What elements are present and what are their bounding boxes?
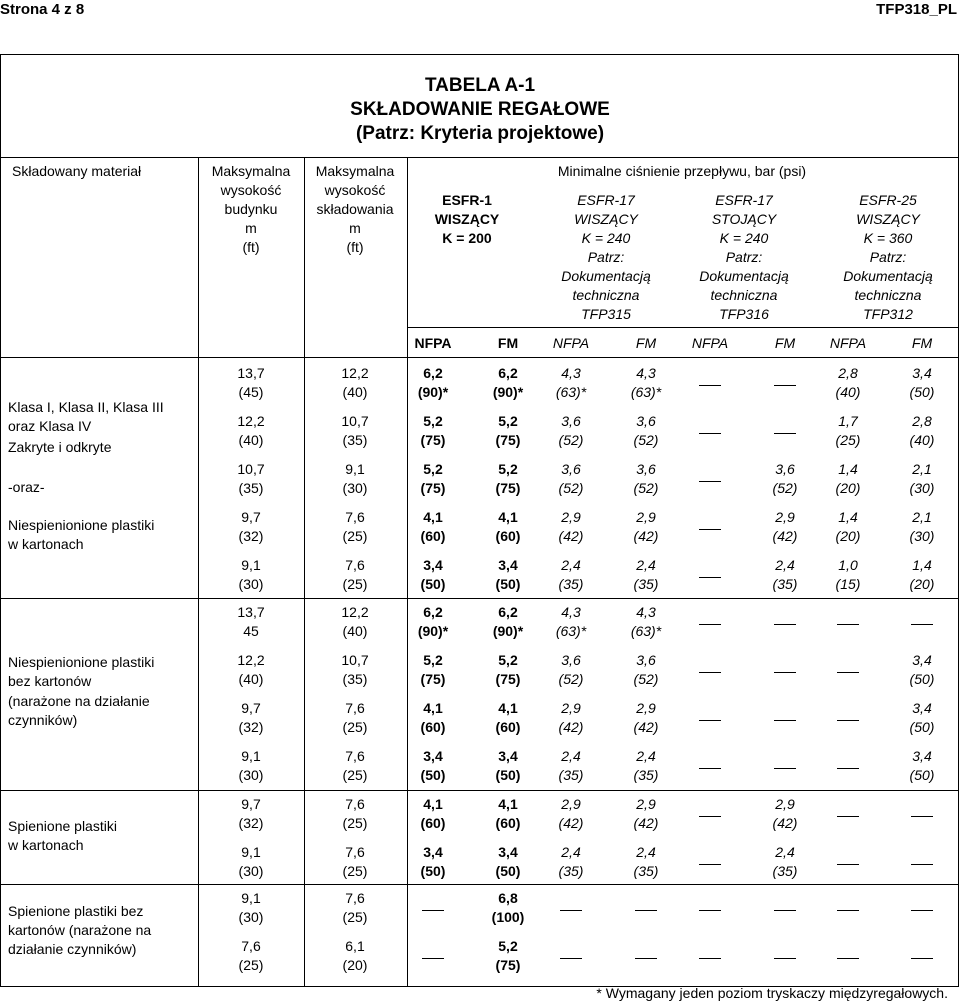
value-cell: (20): [342, 957, 368, 973]
value-cell: 7,6: [345, 844, 365, 860]
empty-value-dash: [699, 385, 721, 386]
sprinkler-header: ESFR-17: [577, 192, 635, 208]
value-cell: 12,2: [341, 604, 369, 620]
value-cell: (30): [238, 863, 264, 879]
value-cell: 2,4: [561, 844, 581, 860]
sub-header-fm: FM: [497, 335, 519, 351]
value-cell: (60): [495, 815, 521, 831]
building-height-header: Maksymalna: [211, 163, 291, 179]
empty-value-dash: [911, 958, 933, 959]
value-cell: 2,9: [775, 509, 795, 525]
value-cell: 2,9: [636, 700, 656, 716]
value-cell: 2,9: [636, 796, 656, 812]
value-cell: (42): [558, 528, 584, 544]
value-cell: 3,6: [561, 652, 581, 668]
sprinkler-header: TFP315: [581, 306, 631, 322]
empty-value-dash: [774, 433, 796, 434]
sprinkler-header: techniczna: [854, 287, 922, 303]
storage-height-header: (ft): [346, 239, 364, 255]
value-cell: (35): [238, 480, 264, 496]
empty-value-dash: [774, 672, 796, 673]
value-cell: (50): [909, 767, 935, 783]
value-cell: 1,7: [838, 413, 858, 429]
value-cell: (40): [342, 384, 368, 400]
sprinkler-header: Dokumentacją: [699, 268, 789, 284]
sub-header-nfpa: NFPA: [552, 335, 590, 351]
empty-value-dash: [635, 958, 657, 959]
value-cell: 2,8: [838, 365, 858, 381]
value-cell: 2,4: [636, 557, 656, 573]
value-cell: 1,4: [838, 509, 858, 525]
value-cell: 3,4: [912, 652, 932, 668]
value-cell: (50): [909, 671, 935, 687]
value-cell: (90)*: [417, 384, 449, 400]
value-cell: 7,6: [345, 748, 365, 764]
value-cell: 9,7: [241, 509, 261, 525]
grid-line: [198, 157, 199, 987]
sub-header-fm: FM: [774, 335, 796, 351]
value-cell: (25): [342, 863, 368, 879]
value-cell: (30): [238, 909, 264, 925]
page-header: [0, 0, 960, 20]
empty-value-dash: [422, 910, 444, 911]
sprinkler-header: techniczna: [572, 287, 640, 303]
value-cell: 2,9: [636, 509, 656, 525]
value-cell: 2,1: [912, 509, 932, 525]
value-cell: 4,1: [423, 700, 443, 716]
sprinkler-header: ESFR-25: [859, 192, 917, 208]
material-label: Klasa I, Klasa II, Klasa III: [8, 399, 164, 415]
value-cell: 5,2: [498, 938, 518, 954]
empty-value-dash: [699, 958, 721, 959]
value-cell: 2,4: [775, 844, 795, 860]
value-cell: 5,2: [423, 652, 443, 668]
grid-line: [0, 357, 959, 358]
sprinkler-header: Dokumentacją: [843, 268, 933, 284]
value-cell: 12,2: [341, 365, 369, 381]
title-line-2: SKŁADOWANIE REGAŁOWE: [350, 99, 610, 120]
value-cell: (35): [342, 432, 368, 448]
table-title: [300, 74, 660, 146]
value-cell: (52): [633, 432, 659, 448]
empty-value-dash: [837, 768, 859, 769]
grid-line: [0, 598, 959, 599]
sub-header-fm: FM: [635, 335, 657, 351]
value-cell: (63)*: [555, 384, 587, 400]
value-cell: (35): [633, 767, 659, 783]
value-cell: 3,4: [498, 844, 518, 860]
sprinkler-header: Patrz:: [869, 249, 907, 265]
value-cell: (35): [558, 576, 584, 592]
empty-value-dash: [837, 624, 859, 625]
empty-value-dash: [699, 864, 721, 865]
value-cell: 6,1: [345, 938, 365, 954]
value-cell: 12,2: [237, 413, 265, 429]
empty-value-dash: [837, 672, 859, 673]
value-cell: 3,4: [498, 557, 518, 573]
value-cell: 3,4: [912, 700, 932, 716]
sprinkler-header: techniczna: [710, 287, 778, 303]
material-label: Spienione plastiki bez: [8, 903, 144, 919]
empty-value-dash: [699, 529, 721, 530]
grid-line: [407, 327, 959, 328]
material-label: Spienione plastiki: [8, 818, 117, 834]
sprinkler-header: K = 240: [581, 230, 631, 246]
empty-value-dash: [911, 624, 933, 625]
value-cell: (40): [835, 384, 861, 400]
value-cell: (63)*: [630, 623, 662, 639]
material-column-header: Składowany materiał: [12, 163, 142, 179]
value-cell: (35): [772, 576, 798, 592]
value-cell: 4,1: [423, 509, 443, 525]
material-label: działanie czynników): [8, 941, 137, 957]
value-cell: (52): [558, 480, 584, 496]
value-cell: 13,7: [237, 604, 265, 620]
value-cell: 9,1: [241, 557, 261, 573]
value-cell: 2,9: [561, 796, 581, 812]
value-cell: (42): [772, 528, 798, 544]
value-cell: 5,2: [423, 413, 443, 429]
value-cell: (40): [238, 671, 264, 687]
value-cell: 3,6: [775, 461, 795, 477]
value-cell: 3,4: [423, 748, 443, 764]
value-cell: (50): [909, 384, 935, 400]
empty-value-dash: [422, 958, 444, 959]
value-cell: 9,1: [241, 890, 261, 906]
sprinkler-header: TFP312: [863, 306, 913, 322]
value-cell: 2,4: [561, 748, 581, 764]
value-cell: 3,6: [636, 652, 656, 668]
value-cell: 2,4: [636, 748, 656, 764]
empty-value-dash: [774, 385, 796, 386]
material-label: Niespienionione plastiki: [8, 517, 155, 533]
value-cell: (100): [491, 909, 525, 925]
material-label: (narażone na działanie: [8, 693, 150, 709]
value-cell: (63)*: [630, 384, 662, 400]
material-label: oraz Klasa IV: [8, 418, 92, 434]
empty-value-dash: [560, 958, 582, 959]
empty-value-dash: [699, 816, 721, 817]
empty-value-dash: [699, 910, 721, 911]
value-cell: (40): [909, 432, 935, 448]
value-cell: (30): [909, 480, 935, 496]
title-line-3: (Patrz: Kryteria projektowe): [355, 123, 605, 144]
value-cell: 2,9: [561, 509, 581, 525]
value-cell: (60): [495, 528, 521, 544]
value-cell: (90)*: [492, 384, 524, 400]
value-cell: (45): [238, 384, 264, 400]
sub-header-nfpa: NFPA: [829, 335, 867, 351]
value-cell: 4,1: [498, 509, 518, 525]
value-cell: 6,8: [498, 890, 518, 906]
value-cell: (35): [633, 863, 659, 879]
value-cell: (42): [772, 815, 798, 831]
grid-line: [0, 790, 959, 791]
value-cell: 6,2: [423, 365, 443, 381]
empty-value-dash: [774, 910, 796, 911]
value-cell: (42): [633, 815, 659, 831]
value-cell: (20): [909, 576, 935, 592]
empty-value-dash: [699, 433, 721, 434]
value-cell: (25): [342, 528, 368, 544]
value-cell: (50): [420, 576, 446, 592]
value-cell: 6,2: [423, 604, 443, 620]
empty-value-dash: [699, 481, 721, 482]
sprinkler-header-esfr1: K = 200: [442, 230, 492, 246]
material-label: bez kartonów: [8, 673, 92, 689]
sub-header-nfpa: NFPA: [691, 335, 729, 351]
value-cell: 2,1: [912, 461, 932, 477]
value-cell: (50): [495, 863, 521, 879]
grid-line: [0, 157, 959, 158]
building-height-header: budynku: [224, 201, 278, 217]
value-cell: 5,2: [423, 461, 443, 477]
value-cell: (25): [835, 432, 861, 448]
empty-value-dash: [560, 910, 582, 911]
value-cell: (50): [420, 767, 446, 783]
empty-value-dash: [837, 958, 859, 959]
value-cell: 7,6: [345, 700, 365, 716]
empty-value-dash: [699, 577, 721, 578]
value-cell: (75): [495, 480, 521, 496]
value-cell: (25): [342, 576, 368, 592]
document-id: TFP318_PL: [876, 1, 957, 18]
value-cell: (30): [342, 480, 368, 496]
material-label: czynników): [8, 712, 78, 728]
value-cell: (75): [495, 957, 521, 973]
value-cell: (52): [558, 432, 584, 448]
value-cell: 10,7: [237, 461, 265, 477]
value-cell: 6,2: [498, 365, 518, 381]
grid-line: [0, 884, 959, 885]
value-cell: 2,9: [775, 796, 795, 812]
value-cell: 3,6: [561, 413, 581, 429]
material-label: Niespienionione plastiki: [8, 654, 155, 670]
building-height-header: wysokość: [220, 182, 282, 198]
value-cell: (60): [495, 719, 521, 735]
value-cell: 1,4: [838, 461, 858, 477]
empty-value-dash: [911, 816, 933, 817]
value-cell: (35): [633, 576, 659, 592]
empty-value-dash: [837, 910, 859, 911]
value-cell: 9,7: [241, 796, 261, 812]
value-cell: 7,6: [345, 557, 365, 573]
value-cell: (25): [342, 767, 368, 783]
value-cell: 3,4: [423, 557, 443, 573]
value-cell: 7,6: [345, 796, 365, 812]
value-cell: 3,6: [636, 461, 656, 477]
grid-line: [407, 157, 408, 987]
value-cell: 5,2: [498, 413, 518, 429]
value-cell: 1,0: [838, 557, 858, 573]
value-cell: (50): [495, 576, 521, 592]
sprinkler-header: K = 240: [719, 230, 769, 246]
value-cell: 2,4: [561, 557, 581, 573]
sub-header-fm: FM: [911, 335, 933, 351]
sprinkler-header: Patrz:: [725, 249, 763, 265]
value-cell: 2,4: [636, 844, 656, 860]
material-label: Zakryte i odkryte: [8, 439, 112, 455]
empty-value-dash: [837, 864, 859, 865]
value-cell: (35): [558, 767, 584, 783]
value-cell: (40): [342, 623, 368, 639]
grid-line: [304, 157, 305, 987]
value-cell: (42): [558, 815, 584, 831]
value-cell: 2,4: [775, 557, 795, 573]
value-cell: (75): [495, 432, 521, 448]
value-cell: 6,2: [498, 604, 518, 620]
value-cell: (42): [633, 528, 659, 544]
value-cell: 9,7: [241, 700, 261, 716]
value-cell: (50): [495, 767, 521, 783]
value-cell: (25): [238, 957, 264, 973]
value-cell: 4,1: [498, 700, 518, 716]
value-cell: 3,4: [498, 748, 518, 764]
storage-height-header: Maksymalna: [315, 163, 395, 179]
value-cell: 9,1: [241, 748, 261, 764]
value-cell: (25): [342, 909, 368, 925]
empty-value-dash: [635, 910, 657, 911]
footnote: * Wymagany jeden poziom tryskaczy międzyregałowych.: [596, 985, 948, 1001]
empty-value-dash: [837, 720, 859, 721]
value-cell: 3,6: [636, 413, 656, 429]
value-cell: (25): [342, 719, 368, 735]
sprinkler-header: Dokumentacją: [561, 268, 651, 284]
empty-value-dash: [699, 768, 721, 769]
value-cell: (32): [238, 719, 264, 735]
value-cell: (52): [558, 671, 584, 687]
empty-value-dash: [837, 816, 859, 817]
value-cell: (40): [238, 432, 264, 448]
value-cell: 7,6: [345, 509, 365, 525]
value-cell: (60): [420, 528, 446, 544]
sprinkler-header: K = 360: [863, 230, 913, 246]
storage-height-header: wysokość: [324, 182, 386, 198]
value-cell: 9,1: [345, 461, 365, 477]
sprinkler-header: WISZĄCY: [574, 211, 638, 227]
value-cell: 3,4: [912, 365, 932, 381]
value-cell: (42): [558, 719, 584, 735]
empty-value-dash: [699, 624, 721, 625]
empty-value-dash: [699, 672, 721, 673]
sprinkler-header: ESFR-17: [715, 192, 773, 208]
value-cell: (30): [238, 576, 264, 592]
value-cell: (30): [909, 528, 935, 544]
sprinkler-header-esfr1: ESFR-1: [442, 192, 492, 208]
value-cell: 4,1: [423, 796, 443, 812]
value-cell: (52): [633, 671, 659, 687]
title-line-1: TABELA A-1: [424, 75, 536, 96]
building-height-header: m: [245, 220, 257, 236]
empty-value-dash: [911, 864, 933, 865]
value-cell: (90)*: [417, 623, 449, 639]
value-cell: 9,1: [241, 844, 261, 860]
empty-value-dash: [774, 958, 796, 959]
value-cell: (50): [909, 719, 935, 735]
value-cell: (42): [633, 719, 659, 735]
value-cell: (15): [835, 576, 861, 592]
value-cell: (52): [633, 480, 659, 496]
pressure-header: Minimalne ciśnienie przepływu, bar (psi): [557, 163, 807, 179]
value-cell: 10,7: [341, 652, 369, 668]
value-cell: (60): [420, 815, 446, 831]
value-cell: (20): [835, 528, 861, 544]
building-height-header: (ft): [242, 239, 260, 255]
sprinkler-header: STOJĄCY: [711, 211, 777, 227]
value-cell: 7,6: [241, 938, 261, 954]
value-cell: 5,2: [498, 461, 518, 477]
value-cell: (20): [835, 480, 861, 496]
value-cell: 2,8: [912, 413, 932, 429]
value-cell: 7,6: [345, 890, 365, 906]
value-cell: (50): [420, 863, 446, 879]
value-cell: (75): [495, 671, 521, 687]
value-cell: (75): [420, 671, 446, 687]
value-cell: (35): [772, 863, 798, 879]
value-cell: (35): [342, 671, 368, 687]
sprinkler-header: TFP316: [719, 306, 769, 322]
material-label: w kartonach: [8, 837, 84, 853]
empty-value-dash: [699, 720, 721, 721]
value-cell: (90)*: [492, 623, 524, 639]
material-label: kartonów (narażone na: [8, 922, 152, 938]
value-cell: (52): [772, 480, 798, 496]
material-label: w kartonach: [8, 536, 84, 552]
value-cell: (75): [420, 480, 446, 496]
value-cell: 1,4: [912, 557, 932, 573]
empty-value-dash: [774, 768, 796, 769]
value-cell: 3,4: [423, 844, 443, 860]
value-cell: 3,6: [561, 461, 581, 477]
value-cell: (32): [238, 528, 264, 544]
value-cell: 5,2: [498, 652, 518, 668]
value-cell: (63)*: [555, 623, 587, 639]
empty-value-dash: [774, 624, 796, 625]
sprinkler-header-esfr1: WISZĄCY: [434, 211, 500, 227]
value-cell: 10,7: [341, 413, 369, 429]
value-cell: (32): [238, 815, 264, 831]
empty-value-dash: [774, 720, 796, 721]
value-cell: 2,9: [561, 700, 581, 716]
material-label: -oraz-: [8, 479, 45, 495]
value-cell: 4,3: [561, 365, 581, 381]
storage-height-header: m: [349, 220, 361, 236]
storage-height-header: składowania: [316, 201, 394, 217]
value-cell: 4,3: [561, 604, 581, 620]
value-cell: 3,4: [912, 748, 932, 764]
empty-value-dash: [911, 910, 933, 911]
value-cell: (35): [558, 863, 584, 879]
value-cell: (30): [238, 767, 264, 783]
value-cell: 4,3: [636, 604, 656, 620]
value-cell: 13,7: [237, 365, 265, 381]
value-cell: 45: [243, 623, 259, 639]
sprinkler-header: Patrz:: [587, 249, 625, 265]
value-cell: (60): [420, 719, 446, 735]
sprinkler-header: WISZĄCY: [856, 211, 920, 227]
value-cell: 12,2: [237, 652, 265, 668]
value-cell: (25): [342, 815, 368, 831]
page-number: Strona 4 z 8: [0, 1, 85, 18]
value-cell: 4,1: [498, 796, 518, 812]
value-cell: (75): [420, 432, 446, 448]
sub-header-nfpa: NFPA: [414, 335, 452, 351]
value-cell: 4,3: [636, 365, 656, 381]
